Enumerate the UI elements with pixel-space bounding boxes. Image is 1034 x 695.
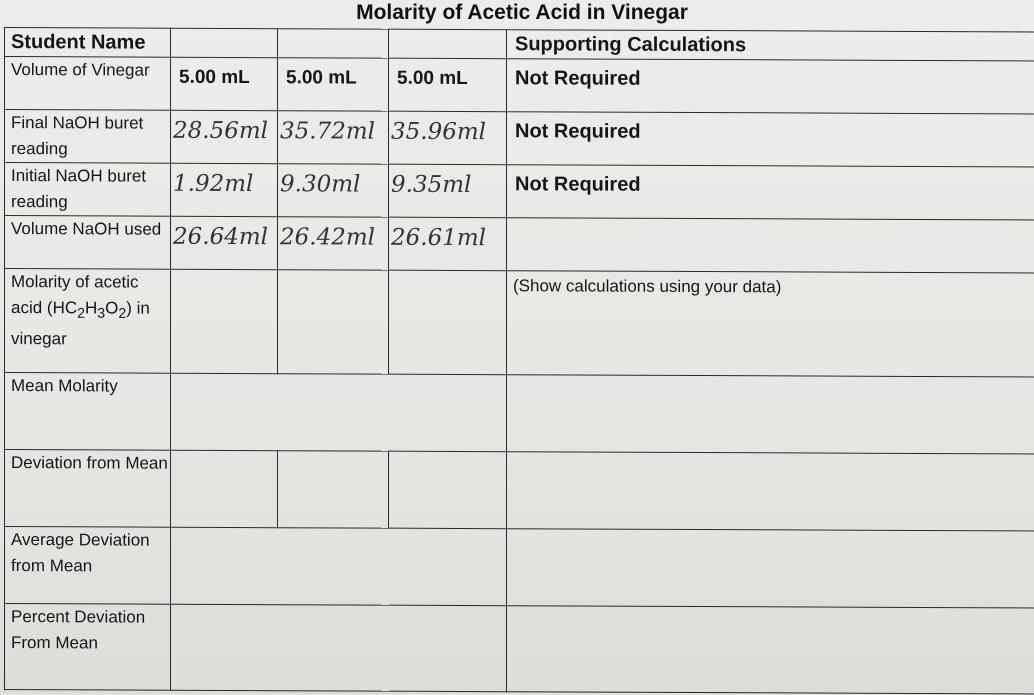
table-row-deviation xyxy=(5,450,1034,531)
trial-3-name-cell[interactable] xyxy=(389,29,507,59)
final-naoh-trial-1[interactable]: 28.56ml xyxy=(171,110,278,163)
initial-naoh-trial-3[interactable]: 9.35ml xyxy=(389,164,507,218)
molarity-label-post: ) in vinegar xyxy=(11,299,150,349)
table-row-header xyxy=(5,28,1034,61)
initial-naoh-support: Not Required xyxy=(507,165,1034,220)
volume-vinegar-trial-2: 5.00 mL xyxy=(278,58,389,111)
initial-naoh-trial-2[interactable]: 9.30ml xyxy=(278,164,389,217)
table-row-percent-deviation xyxy=(5,604,1034,694)
page-title: Molarity of Acetic Acid in Vinegar xyxy=(0,0,1034,27)
molarity-trial-3[interactable] xyxy=(389,270,507,375)
row-label-volume-naoh: Volume NaOH used xyxy=(5,216,171,270)
row-label-final-naoh: Final NaOH buret reading xyxy=(5,110,171,164)
volume-vinegar-support: Not Required xyxy=(507,59,1034,114)
data-table xyxy=(4,27,1034,694)
final-naoh-trial-2[interactable]: 35.72ml xyxy=(278,111,389,164)
row-label-percent-deviation: Percent Deviation From Mean xyxy=(5,604,171,691)
final-naoh-support: Not Required xyxy=(507,112,1034,167)
deviation-trial-1[interactable] xyxy=(171,450,278,527)
volume-naoh-trial-3[interactable]: 26.61ml xyxy=(389,217,507,271)
table-row-final-naoh xyxy=(5,110,1034,167)
mean-molarity-value[interactable] xyxy=(171,373,507,451)
supporting-calculations-header: Supporting Calculations xyxy=(507,30,1034,61)
trial-1-name-cell[interactable] xyxy=(171,28,278,57)
molarity-label-mid-2: O xyxy=(105,298,118,317)
volume-vinegar-trial-1: 5.00 mL xyxy=(171,57,278,110)
volume-naoh-trial-1[interactable]: 26.64ml xyxy=(171,216,278,269)
table-row-mean-molarity xyxy=(5,373,1034,454)
percent-deviation-value[interactable] xyxy=(171,604,507,691)
deviation-trial-2[interactable] xyxy=(278,451,389,528)
deviation-trial-3[interactable] xyxy=(389,451,507,529)
percent-deviation-support[interactable] xyxy=(507,606,1034,694)
molarity-subscript-1: 2 xyxy=(77,306,85,322)
row-label-molarity xyxy=(5,269,171,374)
row-label-mean-molarity: Mean Molarity xyxy=(5,373,171,451)
molarity-subscript-2: 3 xyxy=(97,306,105,322)
average-deviation-value[interactable] xyxy=(171,527,507,605)
deviation-support[interactable] xyxy=(507,452,1034,531)
initial-naoh-trial-1[interactable]: 1.92ml xyxy=(171,163,278,216)
row-label-volume-vinegar: Volume of Vinegar xyxy=(5,57,171,111)
table-row-volume-naoh xyxy=(5,216,1034,273)
table-row-average-deviation xyxy=(5,527,1034,608)
row-label-deviation: Deviation from Mean xyxy=(5,450,171,528)
student-name-header: Student Name xyxy=(5,28,171,58)
molarity-subscript-3: 2 xyxy=(118,306,126,322)
mean-molarity-support[interactable] xyxy=(507,375,1034,454)
table-row-initial-naoh xyxy=(5,163,1034,220)
molarity-trial-1[interactable] xyxy=(171,269,278,373)
table-row-volume-vinegar xyxy=(5,57,1034,114)
table-row-molarity xyxy=(5,269,1034,377)
volume-vinegar-trial-3: 5.00 mL xyxy=(389,58,507,112)
volume-naoh-support[interactable] xyxy=(507,218,1034,273)
molarity-support: (Show calculations using your data) xyxy=(507,271,1034,377)
trial-2-name-cell[interactable] xyxy=(278,29,389,58)
row-label-average-deviation: Average Deviation from Mean xyxy=(5,527,171,605)
final-naoh-trial-3[interactable]: 35.96ml xyxy=(389,111,507,165)
molarity-label-mid-1: H xyxy=(85,298,97,317)
molarity-trial-2[interactable] xyxy=(278,270,389,374)
average-deviation-support[interactable] xyxy=(507,529,1034,608)
volume-naoh-trial-2[interactable]: 26.42ml xyxy=(278,217,389,270)
row-label-initial-naoh: Initial NaOH buret reading xyxy=(5,163,171,217)
molarity-label-pre: Molarity of acetic acid (HC xyxy=(11,272,139,317)
